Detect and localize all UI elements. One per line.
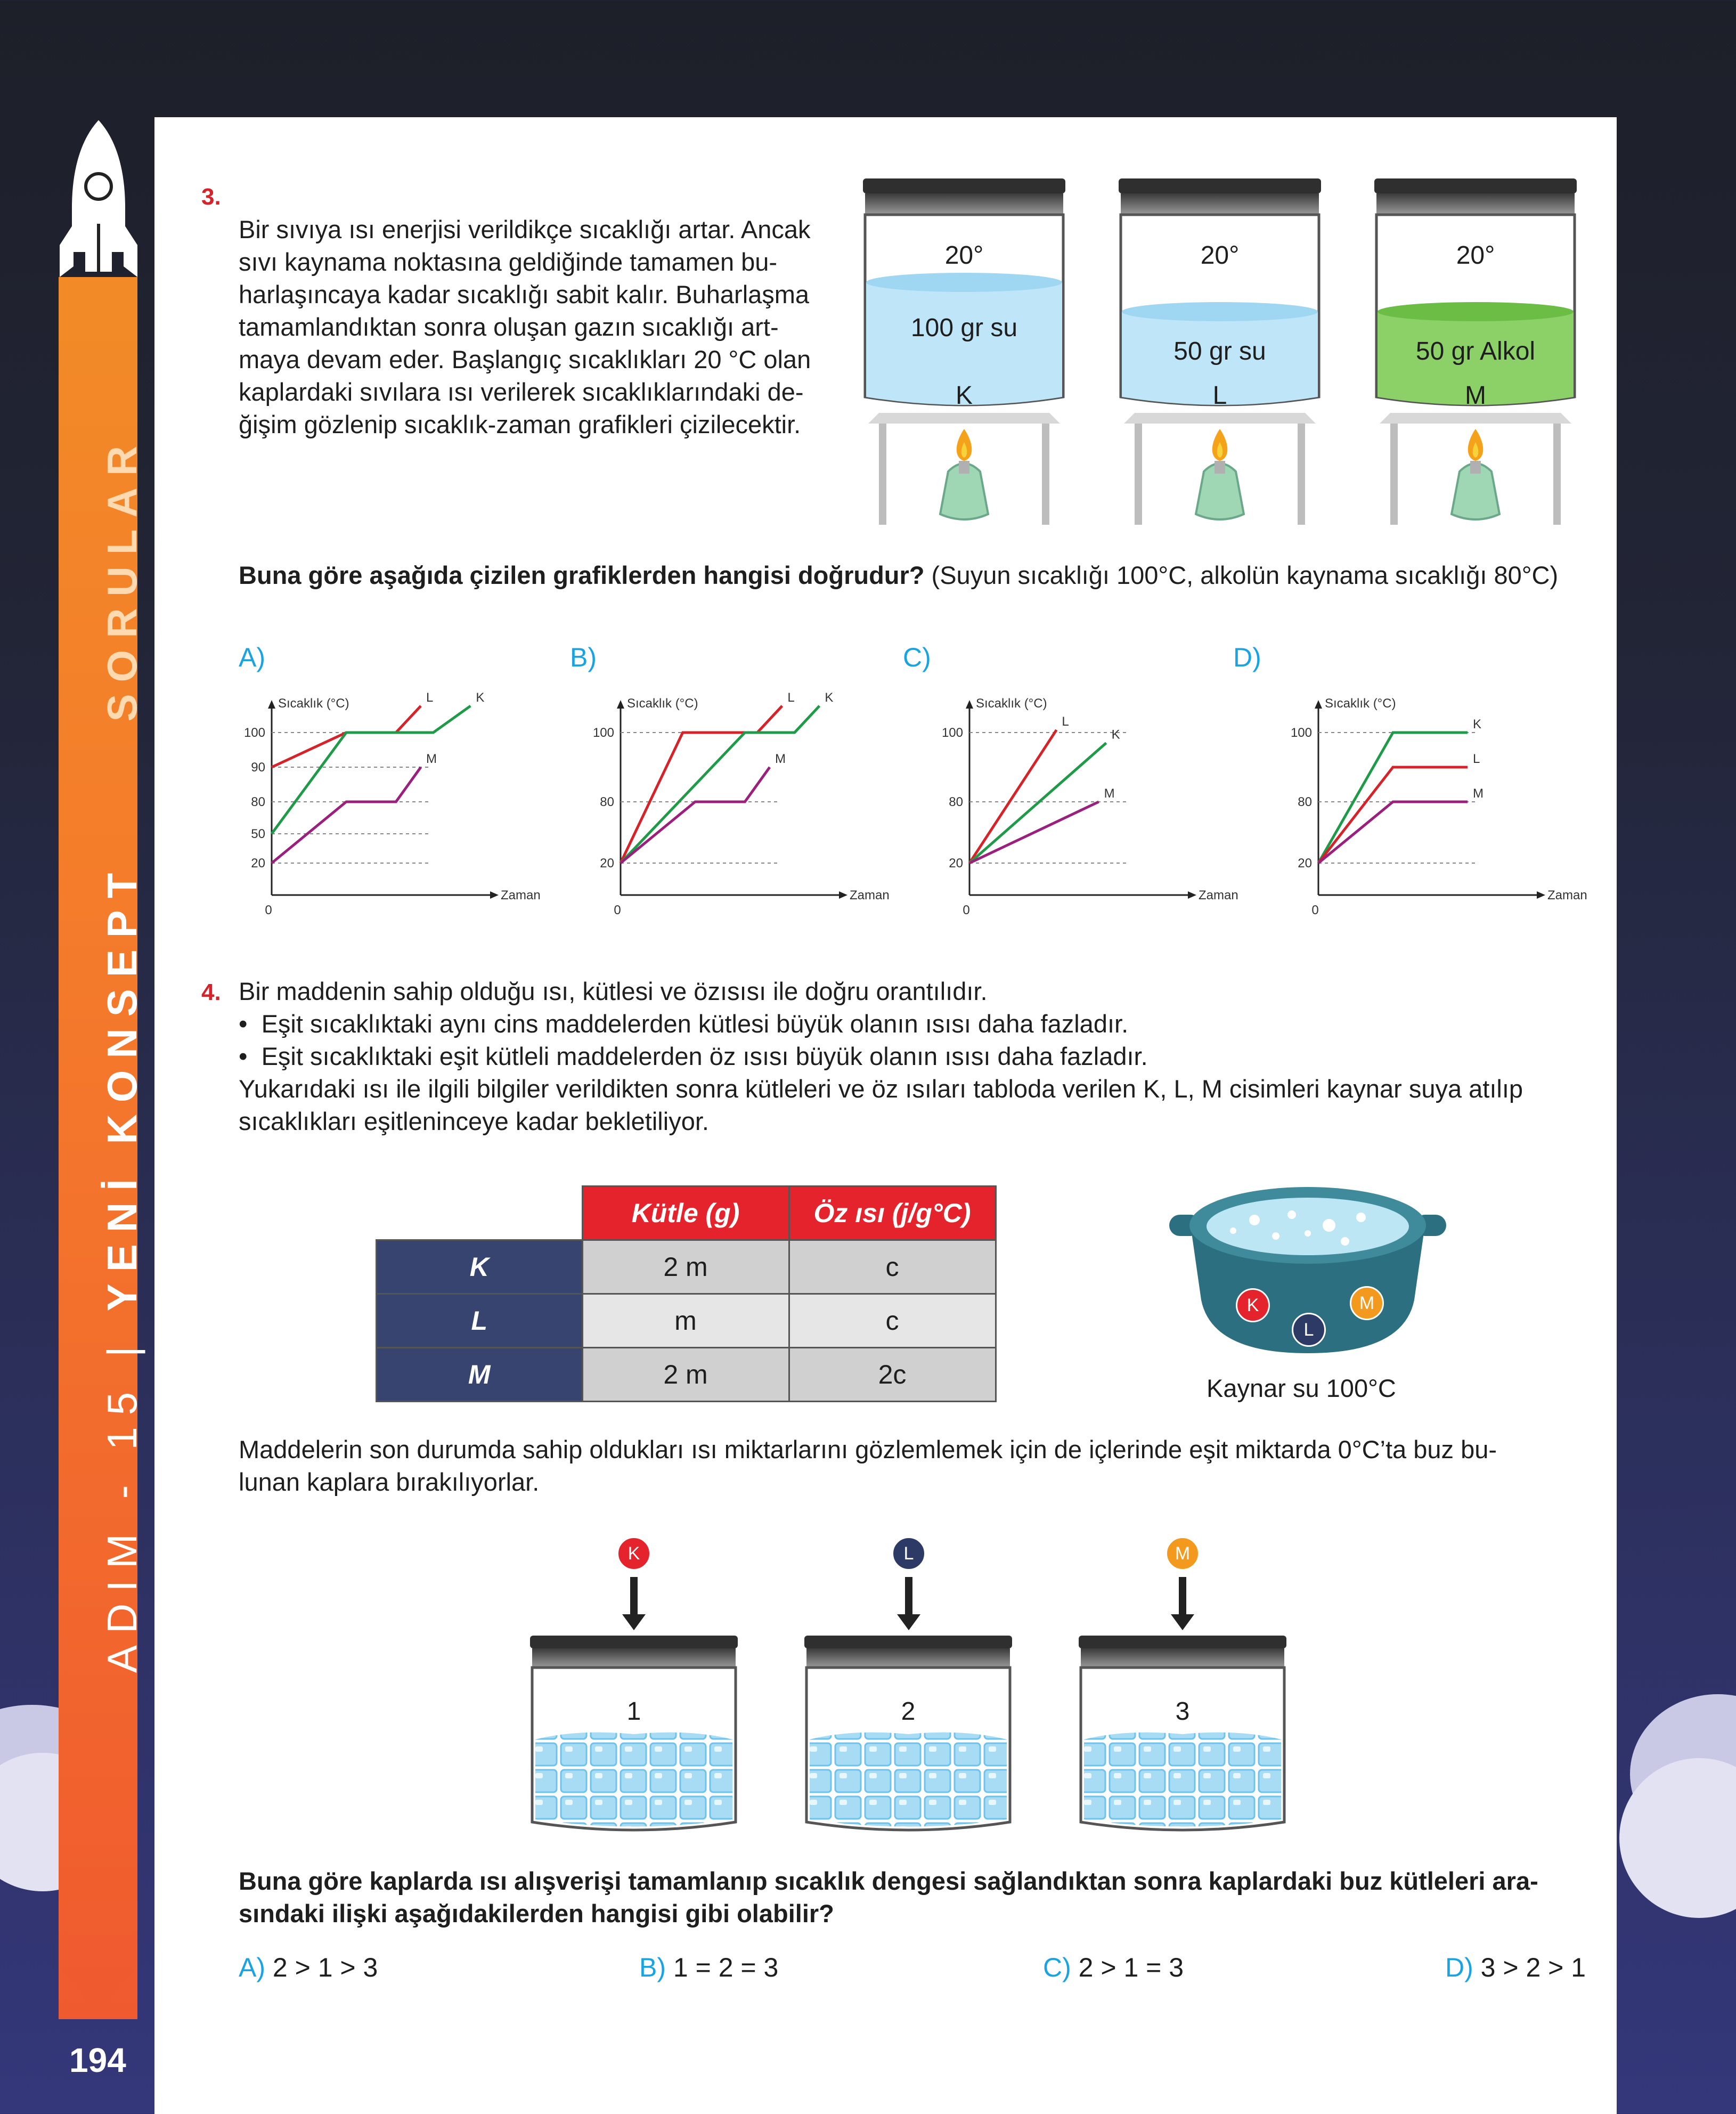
series-label-M: M xyxy=(775,752,786,766)
tick-label: 100 xyxy=(243,726,265,740)
table-row xyxy=(377,1294,996,1348)
answer-C[interactable] xyxy=(1043,1952,1184,1983)
x-axis-label: Zaman xyxy=(850,888,890,902)
x-axis-arrow xyxy=(490,891,499,899)
beaker-L-temp: 20° xyxy=(1200,241,1240,270)
series-line-L xyxy=(272,706,421,767)
beaker-K xyxy=(863,178,1065,525)
concept-name: YENİ KONSEPT xyxy=(99,861,145,1312)
row-name: K xyxy=(377,1240,583,1294)
tick-label: 20 xyxy=(949,856,963,871)
question-4-para2 xyxy=(239,1433,1586,1498)
rocket-icon xyxy=(53,117,144,288)
intro-line: sıvı kaynama noktasına geldiğinde tamamen bu- xyxy=(239,248,778,276)
origin-label: 0 xyxy=(265,903,272,917)
container-1-label: 1 xyxy=(626,1697,641,1726)
question-3-prompt xyxy=(239,560,1558,590)
beaker-K-temp: 20° xyxy=(944,241,984,270)
arrow-down-icon xyxy=(1171,1577,1194,1630)
answer-B[interactable] xyxy=(639,1952,778,1983)
tick-label: 90 xyxy=(251,760,265,775)
beaker-M-label: M xyxy=(1465,381,1486,410)
series-label-L: L xyxy=(1473,752,1480,766)
y-axis-arrow xyxy=(617,700,624,709)
mass-heat-table xyxy=(376,1185,997,1402)
origin-label: 0 xyxy=(614,903,621,917)
y-axis-arrow xyxy=(268,700,275,709)
y-axis-label: Sıcaklık (°C) xyxy=(627,696,698,711)
row-mass: m xyxy=(582,1294,789,1348)
x-axis-label: Zaman xyxy=(1199,888,1238,902)
row-name: M xyxy=(377,1348,583,1402)
intro-line: ğişim gözlenip sıcaklık-zaman grafikleri çizilecektir. xyxy=(239,410,801,438)
ice-cubes xyxy=(810,1733,1007,1827)
tick-label: 100 xyxy=(592,726,614,740)
arrow-down-icon xyxy=(622,1577,646,1630)
para-line: Yukarıdaki ısı ile ilgili bilgiler verildikten sonra kütleleri ve öz ısıları tabloda verilen K, L, M cisimleri kaynar suya atılıp xyxy=(239,1075,1523,1103)
table-header-row xyxy=(377,1186,996,1240)
container-2-label: 2 xyxy=(901,1697,916,1726)
container-2 xyxy=(804,1636,1012,1830)
para-line: lunan kaplara bırakılıyorlar. xyxy=(239,1468,540,1496)
intro-line: maya devam eder. Başlangıç sıcaklıkları 20 °C olan xyxy=(239,345,811,373)
row-heat: c xyxy=(789,1294,996,1348)
y-axis-label: Sıcaklık (°C) xyxy=(278,696,349,711)
beaker-M-temp: 20° xyxy=(1456,241,1495,270)
graph-A[interactable] xyxy=(234,671,554,927)
intro-line: Bir sıvıya ısı enerjisi verildikçe sıcaklığı artar. Ancak xyxy=(239,215,811,243)
tick-label: 80 xyxy=(1298,795,1312,809)
header-heat: Öz ısı (j/g°C) xyxy=(789,1186,996,1240)
question-4-number: 4. xyxy=(201,979,221,1005)
question-3-intro xyxy=(239,213,835,441)
series-label-K: K xyxy=(1111,727,1120,742)
question-4-prompt xyxy=(239,1865,1586,1930)
series-line-L xyxy=(1318,767,1468,863)
x-axis-arrow xyxy=(839,891,847,899)
series-line-K xyxy=(969,743,1106,864)
beaker-L-label: L xyxy=(1212,381,1227,410)
row-heat: 2c xyxy=(789,1348,996,1402)
pot-ball-M: M xyxy=(1350,1286,1384,1320)
x-axis-arrow xyxy=(1537,891,1545,899)
container-1 xyxy=(530,1636,738,1830)
pot-ball-K: K xyxy=(1236,1288,1270,1322)
series-label-M: M xyxy=(1473,786,1484,801)
drop-ball-L: L xyxy=(892,1536,926,1571)
sidebar-title xyxy=(98,434,146,1673)
table-row xyxy=(377,1240,996,1294)
series-label-M: M xyxy=(426,752,437,766)
answer-label: C) xyxy=(1043,1953,1071,1982)
tick-label: 20 xyxy=(1298,856,1312,871)
tick-label: 80 xyxy=(949,795,963,809)
prompt-bold: Buna göre aşağıda çizilen grafiklerden hangisi doğrudur? xyxy=(239,561,925,589)
origin-label: 0 xyxy=(1311,903,1319,917)
answer-label: B) xyxy=(639,1953,666,1982)
y-axis-label: Sıcaklık (°C) xyxy=(976,696,1047,711)
graph-C[interactable] xyxy=(932,671,1252,927)
row-mass: 2 m xyxy=(582,1240,789,1294)
sidebar-tip xyxy=(59,1966,137,2014)
prompt-line: sındaki ilişki aşağıdakilerden hangisi gibi olabilir? xyxy=(239,1899,834,1928)
intro-line: tamamlandıktan sonra oluşan gazın sıcaklığı art- xyxy=(239,313,779,341)
tick-label: 100 xyxy=(941,726,963,740)
question-4-intro xyxy=(239,975,1586,1137)
series-line-M xyxy=(272,767,421,863)
beaker-K-content: 100 gr su xyxy=(910,314,1018,342)
beaker-K-label: K xyxy=(955,381,973,410)
prompt-line: Buna göre kaplarda ısı alışverişi tamamlanıp sıcaklık dengesi sağlandıktan sonra kaplardaki buz kütleleri ara- xyxy=(239,1867,1538,1895)
answer-text: 2 > 1 = 3 xyxy=(1078,1953,1184,1982)
drop-ball-M: M xyxy=(1166,1536,1200,1571)
para-line: Maddelerin son durumda sahip oldukları ısı miktarlarını gözlemlemek için de içlerinde eşit miktarda 0°C’ta buz bu- xyxy=(239,1435,1497,1463)
answer-text: 2 > 1 > 3 xyxy=(272,1953,378,1982)
y-axis-arrow xyxy=(1315,700,1322,709)
bullet-item: • Eşit sıcaklıktaki eşit kütleli maddelerden öz ısısı büyük olanın ısısı daha fazladır. xyxy=(239,1042,1148,1070)
table-row xyxy=(377,1348,996,1402)
page-number: 194 xyxy=(69,2041,126,2079)
answer-text: 1 = 2 = 3 xyxy=(673,1953,779,1982)
option-B-label[interactable]: B) xyxy=(570,643,597,672)
series-name: ADIM - 15 xyxy=(99,1380,145,1673)
x-axis-label: Zaman xyxy=(501,888,541,902)
answer-text: 3 > 2 > 1 xyxy=(1480,1953,1586,1982)
series-label-K: K xyxy=(1473,717,1482,731)
series-line-K xyxy=(272,706,470,834)
series-label-K: K xyxy=(825,690,834,705)
para-line: sıcaklıkları eşitleninceye kadar bekletiliyor. xyxy=(239,1107,709,1135)
answer-A[interactable] xyxy=(239,1952,378,1983)
separator: | xyxy=(99,1334,145,1357)
question-3-number: 3. xyxy=(201,184,221,210)
answer-D[interactable] xyxy=(1445,1952,1586,1983)
series-label-M: M xyxy=(1104,786,1115,801)
answer-label: A) xyxy=(239,1953,265,1982)
drop-ball-K: K xyxy=(617,1536,651,1571)
beaker-L-content: 50 gr su xyxy=(1173,337,1266,365)
tick-label: 100 xyxy=(1290,726,1312,740)
tick-label: 20 xyxy=(600,856,614,871)
header-mass: Kütle (g) xyxy=(582,1186,789,1240)
pot-caption: Kaynar su 100°C xyxy=(1207,1374,1396,1402)
x-axis-label: Zaman xyxy=(1547,888,1587,902)
prompt-note: (Suyun sıcaklığı 100°C, alkolün kaynama sıcaklığı 80°C) xyxy=(924,561,1559,589)
intro-line: Bir maddenin sahip olduğu ısı, kütlesi ve özısısı ile doğru orantılıdır. xyxy=(239,977,988,1005)
option-C-label[interactable]: C) xyxy=(903,643,931,672)
container-3-label: 3 xyxy=(1175,1697,1190,1726)
option-A-label[interactable]: A) xyxy=(239,643,265,672)
ice-cubes xyxy=(535,1733,732,1827)
bullet-item: • Eşit sıcaklıktaki aynı cins maddelerden kütlesi büyük olanın ısısı daha fazladır. xyxy=(239,1010,1129,1038)
bullet-text: Eşit sıcaklıktaki eşit kütleli maddelerden öz ısısı büyük olanın ısısı daha fazladır. xyxy=(261,1042,1148,1070)
series-label-L: L xyxy=(1062,714,1069,729)
intro-line: harlaşıncaya kadar sıcaklığı sabit kalır. Buharlaşma xyxy=(239,280,810,308)
row-heat: c xyxy=(789,1240,996,1294)
intro-line: kaplardaki sıvılara ısı verilerek sıcaklıklarındaki de- xyxy=(239,378,804,406)
series-label-L: L xyxy=(426,690,434,705)
y-axis-label: Sıcaklık (°C) xyxy=(1325,696,1396,711)
tick-label: 50 xyxy=(251,827,265,841)
option-D-label[interactable]: D) xyxy=(1233,643,1261,672)
ice-cubes xyxy=(1084,1733,1281,1827)
graph-D[interactable] xyxy=(1281,671,1601,927)
beaker-M-content: 50 gr Alkol xyxy=(1415,337,1536,365)
graph-B[interactable] xyxy=(583,671,903,927)
y-axis-arrow xyxy=(966,700,973,709)
row-name: L xyxy=(377,1294,583,1348)
beaker-lid xyxy=(863,178,1065,193)
answer-label: D) xyxy=(1445,1953,1473,1982)
origin-label: 0 xyxy=(963,903,970,917)
section-name: SORULAR xyxy=(99,434,145,722)
tick-label: 80 xyxy=(600,795,614,809)
x-axis-arrow xyxy=(1188,891,1196,899)
series-label-K: K xyxy=(476,690,485,705)
pot-ball-L: L xyxy=(1292,1313,1326,1347)
arrow-down-icon xyxy=(897,1577,920,1630)
bullet-text: Eşit sıcaklıktaki aynı cins maddelerden kütlesi büyük olanın ısısı daha fazladır. xyxy=(261,1010,1129,1038)
row-mass: 2 m xyxy=(582,1348,789,1402)
tick-label: 20 xyxy=(251,856,265,871)
tick-label: 80 xyxy=(251,795,265,809)
series-label-L: L xyxy=(787,690,795,705)
container-3 xyxy=(1079,1636,1286,1830)
